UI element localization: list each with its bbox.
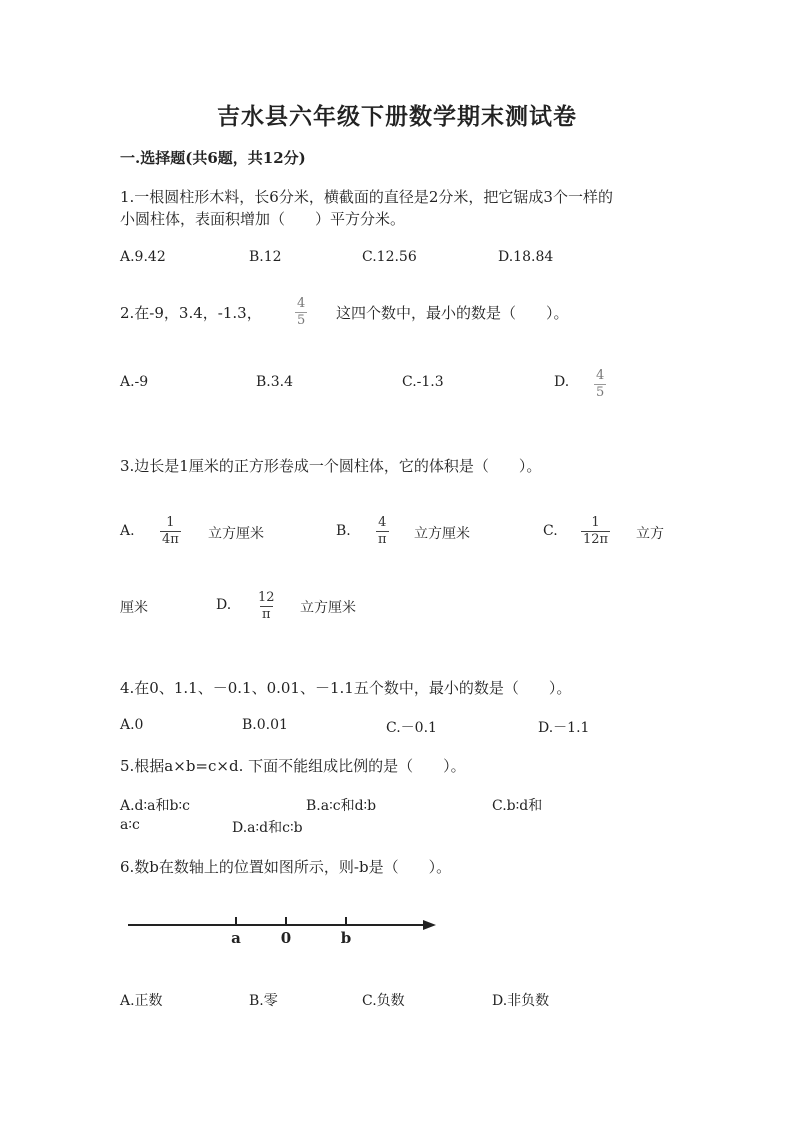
q6-option-d: D.非负数 bbox=[492, 993, 550, 1009]
q3-option-a-label: A. bbox=[120, 523, 135, 539]
q2-option-b: B.3.4 bbox=[256, 374, 294, 390]
q1-option-b: B.12 bbox=[249, 249, 282, 265]
page-title: 吉水县六年级下册数学期末测试卷 bbox=[217, 103, 577, 130]
q1-option-a: A.9.42 bbox=[120, 249, 166, 265]
q3-option-c-label: C. bbox=[543, 523, 558, 539]
q3-d-numerator: 12 bbox=[258, 590, 275, 605]
q2-stem-end: 这四个数中，最小的数是（ ）。 bbox=[336, 304, 569, 322]
q2-d-denominator: 5 bbox=[596, 384, 605, 400]
q1-stem-line1: 1.一根圆柱形木料，长6分米，横截面的直径是2分米，把它锯成3个一样的 bbox=[120, 188, 613, 206]
q2-option-c: C.-1.3 bbox=[402, 374, 444, 390]
tick-label-0: 0 bbox=[280, 929, 292, 947]
q3-a-denominator: 4π bbox=[162, 531, 179, 547]
q6-option-b: B.零 bbox=[249, 993, 278, 1009]
q3-option-b-label: B. bbox=[336, 523, 351, 539]
q3-b-numerator: 4 bbox=[378, 515, 387, 530]
q4-option-c: C.－0.1 bbox=[386, 720, 437, 736]
q5-option-c: C.b∶d和 bbox=[492, 798, 543, 814]
q2-option-d: D. bbox=[554, 374, 570, 390]
q3-b-denominator: π bbox=[378, 531, 387, 547]
q3-option-c-fraction bbox=[581, 516, 610, 546]
q3-d-denominator: π bbox=[262, 606, 271, 622]
q5-option-b: B.a∶c和d∶b bbox=[306, 798, 377, 814]
section-heading: 一.选择题(共6题，共12分) bbox=[120, 149, 306, 167]
tick-label-a: a bbox=[231, 929, 241, 947]
q2-option-d-fraction bbox=[594, 369, 606, 399]
q5-stem: 5.根据a×b=c×d. 下面不能组成比例的是（ ）。 bbox=[120, 757, 466, 775]
q3-stem: 3.边长是1厘米的正方形卷成一个圆柱体，它的体积是（ ）。 bbox=[120, 457, 542, 475]
q4-option-a: A.0 bbox=[120, 717, 144, 733]
q6-stem: 6.数b在数轴上的位置如图所示，则-b是（ ）。 bbox=[120, 858, 452, 876]
q3-a-numerator: 1 bbox=[166, 515, 175, 530]
q6-option-a: A.正数 bbox=[120, 993, 163, 1009]
q2-option-a: A.-9 bbox=[120, 374, 149, 390]
q5-option-d: D.a∶d和c∶b bbox=[232, 820, 303, 836]
q5-option-c-cont: a∶c bbox=[120, 817, 140, 833]
q1-stem-line2: 小圆柱体，表面积增加（ ）平方分米。 bbox=[120, 210, 406, 228]
q4-option-d: D.－1.1 bbox=[538, 720, 590, 736]
q3-c-denominator: 12π bbox=[583, 531, 609, 547]
q1-option-c: C.12.56 bbox=[362, 249, 417, 265]
q3-option-d-unit: 立方厘米 bbox=[300, 600, 356, 616]
tick-label-b: b bbox=[340, 929, 352, 947]
q3-option-b-fraction bbox=[376, 516, 389, 546]
q3-option-b-unit: 立方厘米 bbox=[414, 526, 470, 542]
q4-option-b: B.0.01 bbox=[242, 717, 288, 733]
number-line-arrow-icon bbox=[423, 920, 436, 930]
q3-option-d-fraction bbox=[256, 591, 277, 621]
q2-fraction-numerator: 4 bbox=[297, 296, 306, 311]
q3-option-a-fraction bbox=[160, 516, 181, 546]
q4-stem: 4.在0、1.1、－0.1、0.01、－1.1五个数中，最小的数是（ ）。 bbox=[120, 679, 572, 697]
q3-option-a-unit: 立方厘米 bbox=[208, 526, 264, 542]
q5-option-a: A.d∶a和b∶c bbox=[120, 798, 190, 814]
q3-option-c-unit: 立方 bbox=[636, 526, 664, 542]
q6-option-c: C.负数 bbox=[362, 993, 405, 1009]
number-line bbox=[120, 905, 450, 951]
q3-option-d-label: D. bbox=[216, 597, 232, 613]
q2-fraction bbox=[295, 297, 307, 327]
q2-fraction-denominator: 5 bbox=[297, 312, 306, 328]
q3-c-numerator: 1 bbox=[591, 515, 600, 530]
q1-option-d: D.18.84 bbox=[498, 249, 554, 265]
q3-option-c-unit-cont: 厘米 bbox=[120, 600, 148, 616]
q2-d-numerator: 4 bbox=[596, 368, 605, 383]
q2-stem-start: 2.在-9，3.4，-1.3， bbox=[120, 304, 262, 322]
